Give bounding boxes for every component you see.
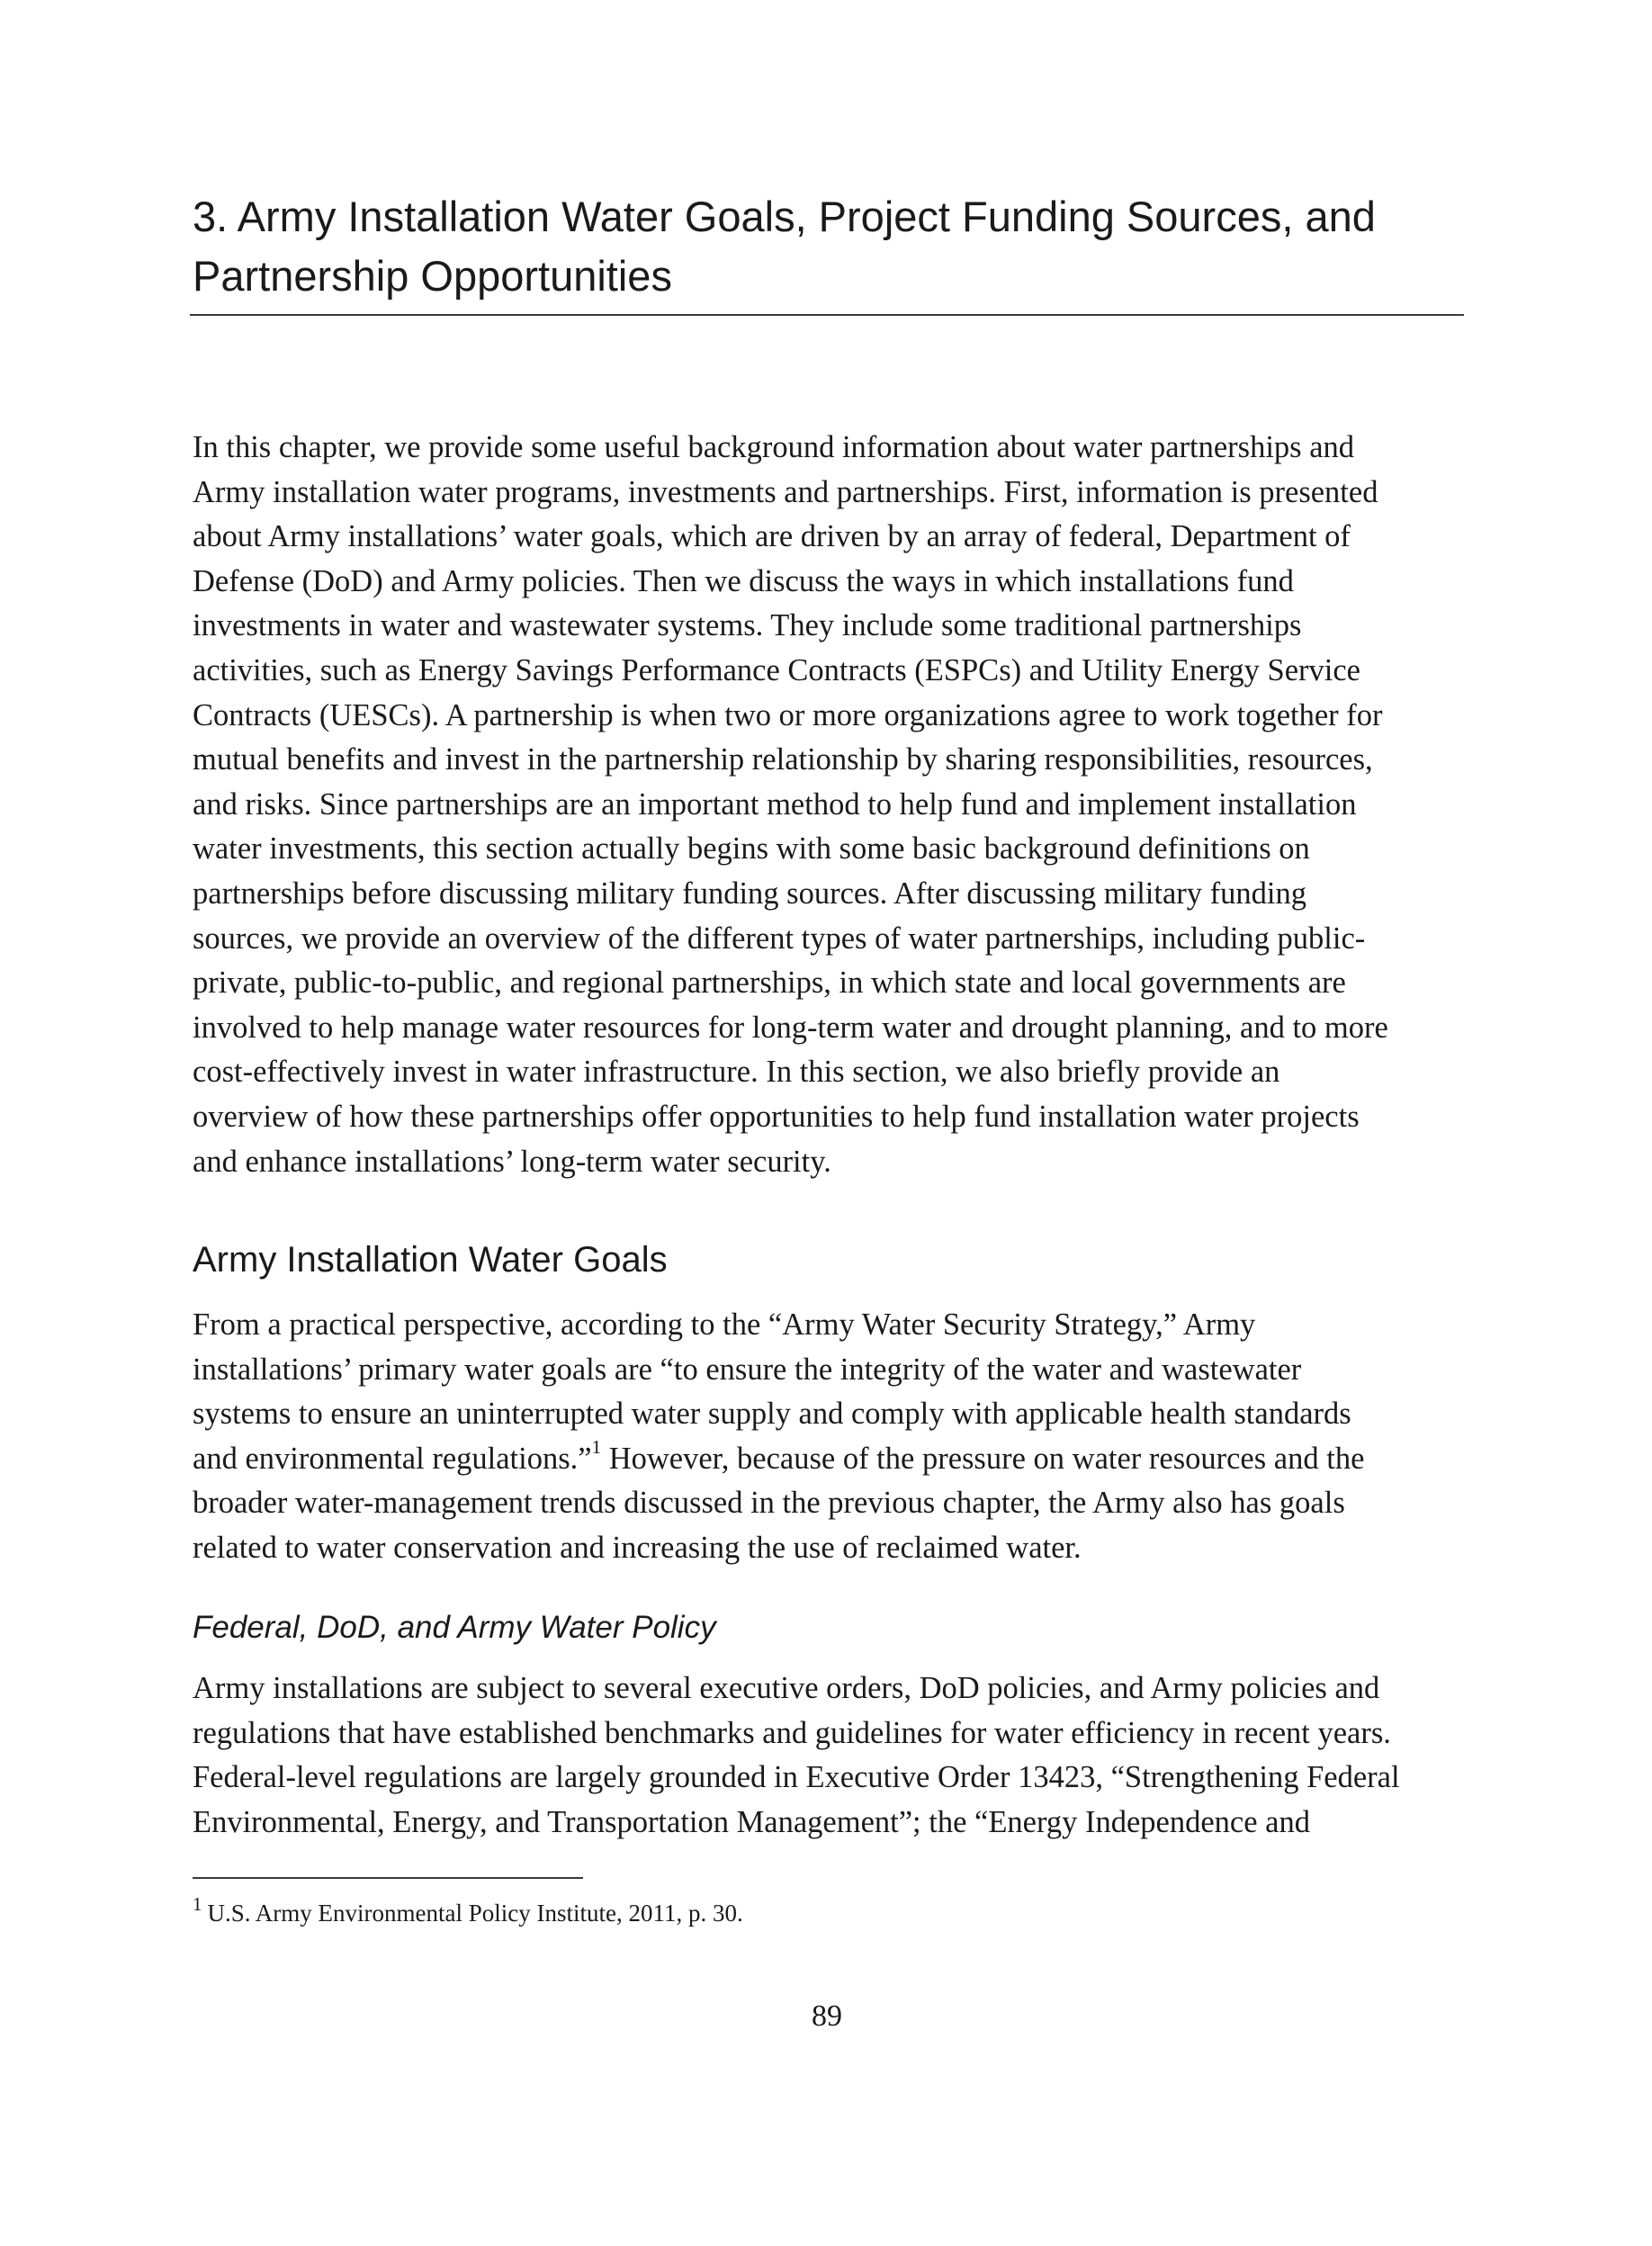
text-line: broader water-management trends discussed in the previous chapter, the Army also has goals <box>193 1486 1345 1521</box>
text-segment: and environmental regulations.” <box>193 1441 592 1476</box>
text-line: involved to help manage water resources for long-term water and drought planning, and to more <box>193 1010 1388 1045</box>
goals-paragraph <box>193 1303 1470 1571</box>
text-line: installations’ primary water goals are “to ensure the integrity of the water and wastewater <box>193 1352 1302 1387</box>
footnote <box>193 1895 743 1931</box>
footnote-text: U.S. Army Environmental Policy Institute, 2011, p. 30. <box>207 1900 743 1927</box>
chapter-title-line: Partnership Opportunities <box>193 252 672 300</box>
text-line: overview of how these partnerships offer opportunities to help fund installation water projects <box>193 1099 1360 1134</box>
chapter-title-line: 3. Army Installation Water Goals, Project Funding Sources, and <box>193 193 1376 240</box>
text-line: Defense (DoD) and Army policies. Then we discuss the ways in which installations fund <box>193 563 1294 598</box>
text-line: mutual benefits and invest in the partnership relationship by sharing responsibilities, resources, <box>193 742 1373 777</box>
text-line: In this chapter, we provide some useful background information about water partnerships and <box>193 430 1355 464</box>
text-line: investments in water and wastewater systems. They include some traditional partnerships <box>193 608 1302 643</box>
text-line: and enhance installations’ long-term water security. <box>193 1144 831 1179</box>
text-line: partnerships before discussing military funding sources. After discussing military funding <box>193 876 1306 911</box>
section-heading: Army Installation Water Goals <box>193 1240 668 1280</box>
text-line: activities, such as Energy Savings Performance Contracts (ESPCs) and Utility Energy Service <box>193 652 1360 687</box>
title-divider <box>190 314 1464 316</box>
subsection-heading: Federal, DoD, and Army Water Policy <box>193 1610 716 1645</box>
text-line: about Army installations’ water goals, which are driven by an array of federal, Department of <box>193 519 1351 554</box>
text-line: water investments, this section actually begins with some basic background definitions on <box>193 831 1310 867</box>
text-line: From a practical perspective, according to the “Army Water Security Strategy,” Army <box>193 1307 1256 1342</box>
text-line: related to water conservation and increasing the use of reclaimed water. <box>193 1530 1082 1565</box>
text-line: sources, we provide an overview of the different types of water partnerships, including public- <box>193 921 1366 956</box>
policy-paragraph <box>193 1667 1470 1845</box>
footnote-divider <box>193 1877 583 1879</box>
text-line: cost-effectively invest in water infrastructure. In this section, we also briefly provide an <box>193 1055 1280 1090</box>
footnote-reference[interactable]: 1 <box>591 1436 602 1459</box>
text-line: regulations that have established benchmarks and guidelines for water efficiency in recent years. <box>193 1715 1391 1750</box>
page-number: 89 <box>812 1999 842 2033</box>
chapter-title <box>193 187 1461 306</box>
text-line: Army installations are subject to several executive orders, DoD policies, and Army policies and <box>193 1671 1380 1705</box>
text-line: and risks. Since partnerships are an important method to help fund and implement installation <box>193 786 1357 822</box>
text-line: private, public-to-public, and regional partnerships, in which state and local governments are <box>193 966 1346 1001</box>
text-line: systems to ensure an uninterrupted water supply and comply with applicable health standards <box>193 1397 1351 1432</box>
text-segment: However, because of the pressure on water resources and the <box>601 1441 1365 1476</box>
intro-paragraph <box>193 426 1470 1184</box>
footnote-number: 1 <box>193 1893 202 1915</box>
text-line <box>193 1437 1470 1482</box>
text-line: Army installation water programs, investments and partnerships. First, information is presented <box>193 474 1378 509</box>
text-line: Federal-level regulations are largely grounded in Executive Order 13423, “Strengthening Federal <box>193 1760 1400 1795</box>
text-line: Contracts (UESCs). A partnership is when two or more organizations agree to work together for <box>193 697 1383 732</box>
text-line: Environmental, Energy, and Transportation Management”; the “Energy Independence and <box>193 1804 1310 1839</box>
